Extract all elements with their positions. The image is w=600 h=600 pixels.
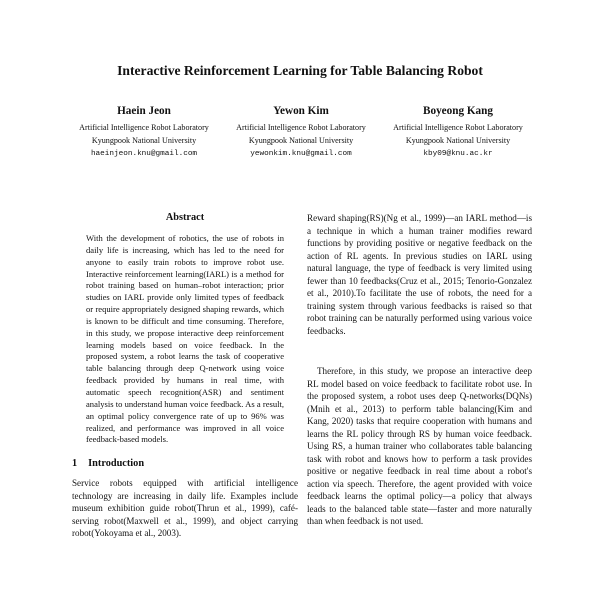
author-2	[223, 104, 379, 160]
abstract-heading: Abstract	[165, 212, 205, 223]
section-title: Introduction	[88, 458, 145, 470]
author-1	[66, 104, 222, 160]
author-affiliation: Artificial Intelligence Robot Laboratory	[79, 123, 209, 132]
abstract-text: With the development of robotics, the use of robots in daily life is increasing, which has led to the need for anyone to easily train robots to improve robot use. Interactive reinforcement learning(IARL) is a method for robot training based on human–robot interaction; prior studies on IARL provide only limited types of feedback or require appropriately designed shaping rewards, which is known to be difficult and time consuming. Therefore, in this study, we propose interactive deep reinforcement learning models based on voice feedback. In the proposed system, a robot learns the task of cooperative table balancing through deep Q-network using voice feedback provided by humans in real time, with automatic speech recognition(ASR) and sentiment analysis to understand human voice feedback. As a result, an optimal policy convergence rate of up to 96% was realized, and performance was improved in all voice feedback-based models.	[86, 233, 284, 445]
author-email: yewonkim.knu@gmail.com	[250, 150, 352, 158]
paragraph-gap	[307, 337, 532, 365]
author-name: Haein Jeon	[117, 105, 171, 117]
paper-title: Interactive Reinforcement Learning for Table Balancing Robot	[117, 63, 483, 78]
body-paragraph-1: Reward shaping(RS)(Ng et al., 1999)—an IARL method—is a technique in which a human trainer modifies reward functions by providing positive or negative feedback on the action of RL agents. In previous studies on IARL using natural language, the type of feedback is very limited using fewer than 10 feedbacks(Cruz et al., 2015; Tenorio-Gonzalez et al., 2010).To facilitate the use of robots, the need for a training system through various feedbacks is raised so that robot training can be naturally performed using various voice feedbacks.	[307, 213, 532, 336]
body-paragraph-2: Therefore, in this study, we propose an interactive deep RL model based on voice feedback to facilitate robot use. In the proposed system, a robot uses deep Q-networks(DQNs)(Mnih et al., 2013) to perform table balancing(Kim and Kang, 2020) tasks that require cooperation with humans and learns the RL policy through RS by human voice feedback. Using RS, a human trainer who collaborates table balancing task with robot and knows how to perform a task provides positive or negative feedback in real time about a robot's action via speech. Therefore, the agent provided with voice feedback learns the optimal policy—a policy that always leads to the balanced table state—faster and more naturally than when feedback is not used.	[307, 366, 532, 526]
intro-paragraph: Service robots equipped with artificial intelligence technology are increasing in daily life. Examples include museum exhibition guide robot(Thrun et al., 1999), café-serving robot(Maxwell et al., 1999), and object carrying robot(Yokoyama et al., 2003).	[72, 478, 298, 539]
author-affiliation: Artificial Intelligence Robot Laboratory	[393, 123, 523, 132]
author-university: Kyungpook National University	[91, 135, 197, 145]
section-number: 1	[72, 458, 78, 470]
author-university: Kyungpook National University	[405, 135, 511, 145]
left-column	[72, 211, 298, 540]
author-affiliation: Artificial Intelligence Robot Laboratory	[236, 123, 366, 132]
author-block	[66, 104, 536, 160]
author-name: Boyeong Kang	[423, 105, 493, 117]
author-email: kby09@knu.ac.kr	[423, 150, 493, 158]
author-3	[380, 104, 536, 160]
intro-heading	[72, 457, 298, 471]
author-name: Yewon Kim	[273, 105, 329, 117]
author-university: Kyungpook National University	[248, 135, 354, 145]
author-email: haeinjeon.knu@gmail.com	[90, 150, 198, 158]
right-column	[307, 212, 532, 528]
